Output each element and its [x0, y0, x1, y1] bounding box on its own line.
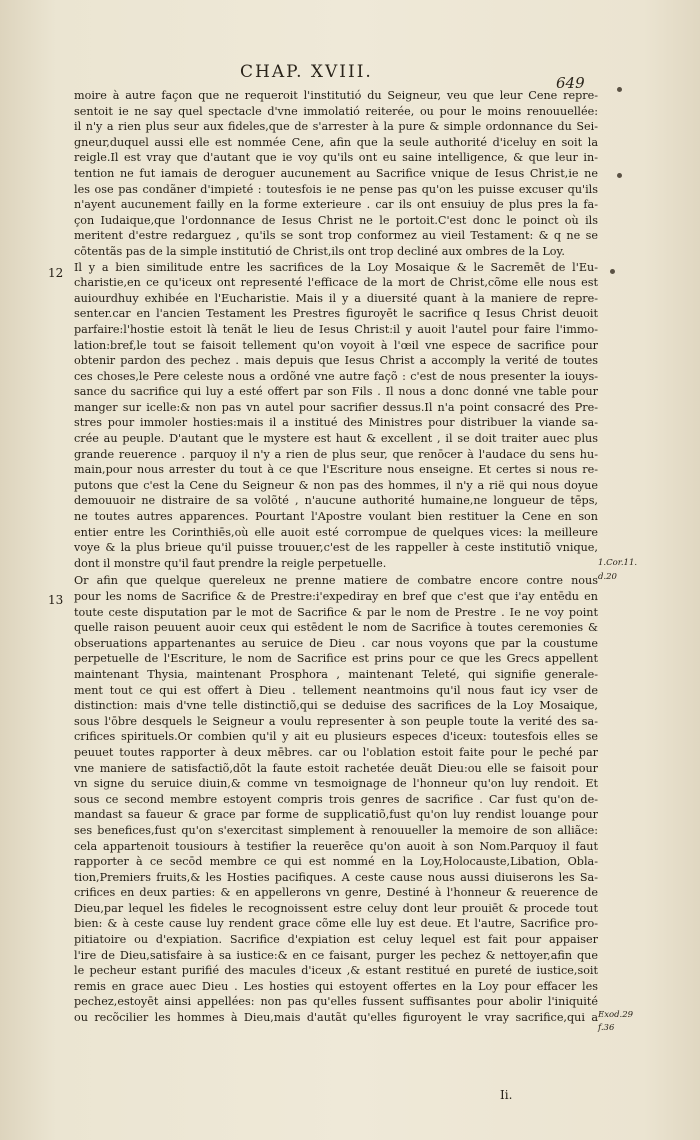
text-line: putons que c'est la Cene du Seigneur & non pas des hommes, il n'y a rië qui nous doyue — [74, 478, 598, 492]
text-line: sous ce second membre estoyent compris trois genres de sacrifice . Car fust qu'on de- — [74, 792, 598, 806]
text-line: grande reuerence . parquoy il n'y a rien de plus seur, que renōcer à l'audace du sens hu- — [74, 447, 598, 461]
text-line: ment tout ce qui est offert à Dieu . tellement neantmoins qu'il nous faut icy vser de — [74, 683, 598, 697]
text-line: moire à autre façon que ne requeroit l'institutió du Seigneur, veu que leur Cene repre- — [74, 89, 598, 102]
text-line: voye & la plus brieue qu'il puisse trouuer,c'est de les rappeller à ceste institutiõ vnique, — [74, 541, 598, 555]
text-line: entier entre les Corinthiēs,où elle auoit esté corrompue de quelques vices: la meilleure — [74, 525, 598, 539]
text-line: crifices spirituels.Or combien qu'il y ait eu plusieurs especes d'iceux: toutesfois elles se — [74, 730, 598, 744]
text-line: çon Iudaique,que l'ordonnance de Iesus Christ ne le portoit.C'est donc le poinct où ils — [74, 213, 598, 227]
text-line: Or afin que quelque quereleux ne prenne matiere de combatre encore contre nous — [74, 574, 598, 588]
text-line: rapporter à ce secōd membre ce qui est nommé en la Loy,Holocauste,Libation, Obla- — [74, 855, 598, 869]
margin-note-ref: f.36 — [598, 1023, 615, 1033]
text-line: senter.car en l'ancien Testament les Prestres figuroyēt le sacrifice q Iesus Christ deuoit — [74, 307, 598, 321]
text-line: remis en grace auec Dieu . Les hosties qui estoyent offertes en la Loy pour effacer les — [74, 979, 598, 993]
text-line: bien: & à ceste cause luy rendent grace cõme elle luy est deue. Et l'autre, Sacrifice pro- — [74, 917, 598, 931]
text-line: l'ire de Dieu,satisfaire à sa iustice:& en ce faisant, purger les pechez & nettoyer,afin que — [74, 948, 598, 962]
text-line: ou recõcilier les hommes à Dieu,mais d'autãt qu'elles figuroyent le vray sacrifice,qui a — [74, 1011, 598, 1025]
text-line: main,pour nous arrester du tout à ce que l'Escriture nous enseigne. Et certes si nous re- — [74, 463, 598, 477]
text-line: sance du sacrifice qui luy a esté offert par son Fils . Il nous a donc donné vne table pour — [74, 385, 598, 399]
text-line: perpetuelle de l'Escriture, le nom de Sacrifice est prins pour ce que les Grecs appellent — [74, 652, 598, 666]
text-line: pitiatoire ou d'expiation. Sacrifice d'expiation est celuy lequel est fait pour appaiser — [74, 933, 598, 947]
text-line: les ose pas condãner d'impieté : toutesfois ie ne pense pas qu'on les puisse excuser qu'ils — [74, 182, 598, 196]
text-line: auiourdhuy exhibée en l'Eucharistie. Mais il y a diuersité quant à la maniere de repre- — [74, 291, 598, 305]
text-line: cela appartenoit tousiours à testifier la reuerēce qu'on auoit à son Nom.Parquoy il faut — [74, 839, 598, 853]
text-line: parfaire:l'hostie estoit là tenãt le lieu de Iesus Christ:il y auoit l'autel pour faire l'immo- — [74, 322, 598, 336]
text-line: charistie,en ce qu'iceux ont representé l'efficace de la mort de Christ,cõme elle nous est — [74, 276, 598, 290]
text-line: il n'y a rien plus seur aux fideles,que de s'arrester à la pure & simple ordonnance du Sei- — [74, 120, 598, 134]
signature-mark: Ii. — [500, 1088, 513, 1102]
text-line: gneur,duquel aussi elle est nommée Cene, afin que la seule authorité d'iceluy en soit la — [74, 135, 598, 149]
text-line: toute ceste disputation par le mot de Sacrifice & par le nom de Prestre . Ie ne voy point — [74, 605, 598, 619]
running-title: CHAP. XVIII. — [240, 62, 373, 82]
text-line: cōtentãs pas de la simple institutió de Christ,ils ont trop decliné aux ombres de la Loy. — [74, 244, 565, 258]
ink-mark — [617, 173, 622, 178]
text-line: quelle raison peuuent auoir ceux qui estēdent le nom de Sacrifice à toutes ceremonies & — [74, 621, 598, 635]
text-line: pour les noms de Sacrifice & de Prestre:i'expediray en bref que c'est que i'ay entēdu en — [74, 590, 598, 603]
text-line: stres pour immoler hosties:mais il a institué des Ministres pour distribuer la viande sa- — [74, 416, 598, 430]
text-line: demouuoir ne distraire de sa volõté , n'aucune authorité humaine,ne longueur de tēps, — [74, 494, 598, 508]
text-line: n'ayent aucunement failly en la forme exterieure . car ils ont ensuiuy de plus pres la fa- — [74, 198, 598, 212]
text-line: Il y a bien similitude entre les sacrifices de la Loy Mosaique & le Sacremēt de l'Eu- — [74, 260, 598, 274]
margin-note-ref: Exod.29 — [598, 1010, 634, 1020]
text-line: dont il monstre qu'il faut prendre la reigle perpetuelle. — [74, 556, 387, 570]
body-text — [74, 88, 598, 1041]
margin-note-ref: 1.Cor.11. — [598, 558, 638, 568]
text-line: ces choses,le Pere celeste nous a ordõné vne autre façõ : c'est de nous presenter la iouys- — [74, 369, 598, 383]
text-line: vne maniere de satisfactiõ,dōt la faute estoit rachetée deuãt Dieu:ou elle se faisoit pour — [74, 761, 598, 775]
margin-note-ref: d.20 — [598, 572, 617, 582]
text-line: tention ne fut iamais de deroguer aucunement au Sacrifice vnique de Iesus Christ,ie ne — [74, 166, 598, 180]
text-line: pechez,estoyēt ainsi appellées: non pas qu'elles fussent suffisantes pour abolir l'iniquité — [74, 995, 598, 1009]
text-line: sentoit ie ne say quel spectacle d'vne immolatió reiterée, ou pour le moins renouuellée: — [74, 104, 598, 118]
folio-number: 649 — [556, 74, 585, 92]
text-line: obtenir pardon des pechez . mais depuis que Iesus Christ a accomply la verité de toutes — [74, 354, 598, 368]
ink-mark — [617, 87, 622, 92]
text-line: Dieu,par lequel les fideles le recognoissent estre celuy dont leur prouiēt & procede tout — [74, 901, 598, 915]
text-line: peuuet toutes rapporter à deux mēbres. car ou l'oblation estoit faite pour le peché par — [74, 745, 598, 759]
text-line: manger sur icelle:& non pas vn autel pour sacrifier dessus.Il n'a point consacré des Pre- — [74, 400, 598, 414]
text-line: vn signe du seruice diuin,& comme vn tesmoignage de l'honneur qu'on luy rendoit. Et — [74, 777, 598, 791]
text-line: lation:bref,le tout se faisoit tellement qu'on voyoit à l'œil vne espece de sacrifice pour — [74, 338, 598, 352]
text-line: mandast sa faueur & grace par forme de supplicatiõ,fust qu'on luy rendist louange pour — [74, 808, 598, 822]
text-line: ne toutes autres apparences. Pourtant l'Apostre voulant bien restituer la Cene en son — [74, 510, 598, 524]
text-line: distinction: mais d'vne telle distinctiõ,qui se deduise des sacrifices de la Loy Mosaique, — [74, 699, 598, 713]
text-line: tion,Premiers fruits,& les Hosties pacifiques. A ceste cause nous aussi diuiserons les Sa- — [74, 870, 598, 884]
text-line: reigle.Il est vray que d'autant que ie voy qu'ils ont eu saine intelligence, & que leur in- — [74, 151, 598, 165]
text-line: maintenant Thysia, maintenant Prosphora , maintenant Teleté, qui signifie generale- — [74, 667, 598, 681]
ink-mark — [610, 269, 615, 274]
text-line: sous l'ōbre desquels le Seigneur a voulu representer à son peuple toute la verité des sa- — [74, 714, 598, 728]
paragraph-number-13: 13 — [48, 593, 64, 607]
text-line: meritent d'estre redarguez , qu'ils se sont trop conformez au vieil Testament: & q ne se — [74, 229, 598, 243]
text-line: crifices en deux parties: & en appellerons vn genre, Destiné à l'honneur & reuerence de — [74, 886, 598, 900]
text-line: le pecheur estant purifié des macules d'iceux ,& estant restitué en pureté de iustice,soit — [74, 964, 598, 978]
text-line: ses benefices,fust qu'on s'exercitast simplement à renouueller la memoire de son alliãce: — [74, 823, 598, 837]
text-line: obseruations appartenantes au seruice de Dieu . car nous voyons que par la coustume — [74, 636, 598, 650]
text-line — [74, 1026, 598, 1042]
text-line: crée au peuple. D'autant que le mystere est haut & excellent , il se doit traiter auec plus — [74, 432, 598, 446]
paragraph-number-12: 12 — [48, 266, 64, 280]
